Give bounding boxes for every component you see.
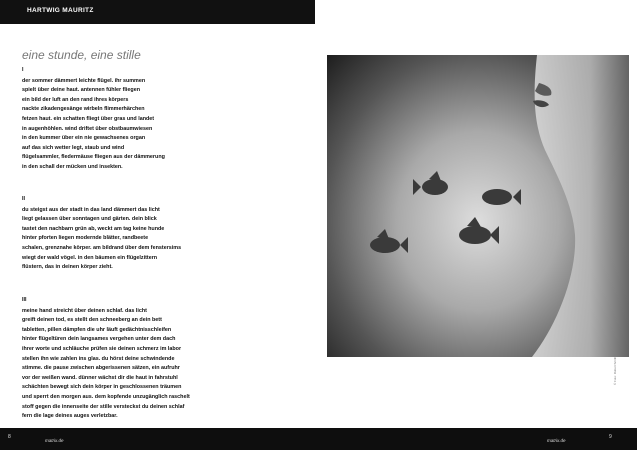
poem-line: nackte zikadengesänge wirbeln flimmerhärchen xyxy=(22,106,145,113)
poem-line: auf das sich wetter legt, staub und wind xyxy=(22,144,125,151)
poem-line: flügelsammler, fledermäuse fliegen aus der dämmerung xyxy=(22,154,165,161)
poem-section-2 xyxy=(22,195,312,273)
poem-line: greift deinen tod, es stellt den schneeberg an dein bett xyxy=(22,317,162,324)
poem-line: wiegt der wald vögel. in den bäumen ein flügelzittern xyxy=(22,254,158,261)
section-numeral: I xyxy=(22,67,24,73)
poem-line: in den schall der mücken und insekten. xyxy=(22,163,123,170)
poem-line: stellen ihn wie zahlen ins glas. du hörst deine schwindende xyxy=(22,355,175,362)
poem-line: hinter flügeltüren dein langsames vergehen unter dem dach xyxy=(22,336,176,343)
poem-line: vor der weißen wand. dünner wächst dir die haut in fahrstuhl xyxy=(22,374,178,381)
photo-illustration xyxy=(327,55,629,357)
poem-line: spielt über deine haut. antennen fühler fliegen xyxy=(22,87,141,94)
poem-line: liegt gelassen über sonntagen und gärten. dein blick xyxy=(22,216,157,223)
poem-line: stoff gegen die innenseite der stille versteckst du deinen schlaf xyxy=(22,403,185,410)
poem-line: stimme. die pause zwischen abgerissenen sätzen, ein aufruhr xyxy=(22,365,180,372)
poem-line: du steigst aus der stadt in das land dämmert das licht xyxy=(22,206,160,213)
photo-credit: © Foto: Robert Smith xyxy=(613,356,617,385)
author-name: HARTWIG MAURITZ xyxy=(27,7,94,14)
poem-line: hinter pforten liegen modernde blätter, randbeete xyxy=(22,235,149,242)
page-number-right: 9 xyxy=(609,434,612,440)
poem-line: in den kummer über ein nie gewachsenes organ xyxy=(22,135,146,142)
fish-4 xyxy=(370,229,408,253)
poem-line: meine hand streicht über deinen schlaf. das licht xyxy=(22,307,147,314)
poem-line: tastet den nachbarn grün ab, weckt am tag keine hunde xyxy=(22,225,165,232)
fish-1 xyxy=(413,171,448,195)
page-number-left: 8 xyxy=(8,434,11,440)
poem-line: ihrer worte und schläuche prüfen sie deinen schmerz im labor xyxy=(22,345,182,352)
poem-section-1 xyxy=(22,66,312,173)
poem-line: der sommer dämmert leichte flügel. ihr summen xyxy=(22,77,146,84)
section-numeral: III xyxy=(22,297,27,303)
poem-line: ein bild der luft an den rand ihres körpers xyxy=(22,96,129,103)
poem-line: schächten bewegt sich dein körper in geschlossenen träumen xyxy=(22,384,182,391)
poem-line: und sperrt den morgen aus. dem kopfende unzugänglich raschelt xyxy=(22,393,190,400)
poem-section-3 xyxy=(22,296,312,422)
poem-line: schalen, grenznahe körper. am bildrand über dem fenstersims xyxy=(22,244,182,251)
magazine-name-right: matrix.de xyxy=(547,438,566,443)
poem-line: fetzen haut. ein schatten fliegt über gras und landet xyxy=(22,115,155,122)
author-header-bar xyxy=(0,0,315,24)
poem-line: tabletten, pillen dämpfen die uhr läuft gedächtnisschleifen xyxy=(22,326,172,333)
fish-2 xyxy=(482,189,521,205)
poem-title: eine stunde, eine stille xyxy=(22,48,141,62)
poem-line: in augenhöhlen. wind driftet über obstbaumwiesen xyxy=(22,125,153,132)
footer-bar xyxy=(0,428,637,450)
fish-portrait-photo xyxy=(327,55,629,357)
poem-line: flüstern, das in deinen körper zieht. xyxy=(22,264,113,271)
poem-line: fern die lage deines auges verletzbar. xyxy=(22,413,118,420)
magazine-name-left: matrix.de xyxy=(45,438,64,443)
section-numeral: II xyxy=(22,196,25,202)
fish-3 xyxy=(459,217,499,244)
